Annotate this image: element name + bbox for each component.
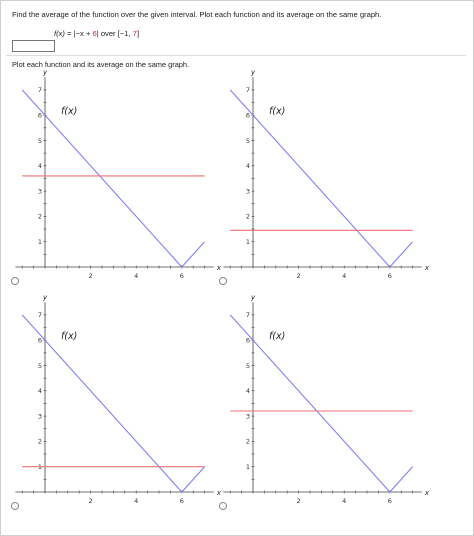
abs-close: | — [96, 29, 99, 38]
plot-instruction: Plot each function and its average on the same graph. — [12, 60, 190, 69]
function-constant: 6 — [92, 29, 97, 38]
y-tick-label: 7 — [245, 86, 250, 95]
function-curve — [22, 90, 204, 267]
x-axis-label: x — [424, 489, 429, 497]
x-tick-label: 6 — [387, 272, 392, 280]
y-tick-label: 3 — [245, 412, 250, 421]
y-tick-label: 1 — [37, 238, 42, 246]
function-expression: |−x + — [73, 29, 93, 38]
x-tick-label: 6 — [179, 497, 184, 505]
x-tick-label: 4 — [134, 497, 139, 505]
equals-sign: = — [64, 29, 74, 38]
y-tick-label: 1 — [37, 463, 42, 471]
graph-choice-top-left — [10, 68, 221, 285]
y-tick-label: 5 — [37, 136, 42, 145]
function-definition — [54, 29, 139, 38]
y-tick-label: 2 — [37, 437, 42, 446]
x-tick-label: 6 — [387, 497, 392, 505]
x-tick-label: 4 — [342, 272, 347, 280]
y-tick-label: 5 — [245, 136, 250, 145]
y-tick-label: 3 — [245, 187, 250, 196]
y-tick-label: 4 — [245, 162, 250, 171]
y-tick-label: 4 — [37, 162, 42, 171]
radio-choice-top-right[interactable] — [219, 277, 227, 285]
y-tick-label: 5 — [37, 361, 42, 370]
curve-label: f(x) — [268, 105, 286, 117]
graph-choice-bottom-right — [218, 293, 429, 510]
y-axis-label: y — [43, 68, 48, 77]
interval-close: ] — [136, 29, 140, 38]
x-axis-label: x — [216, 264, 221, 272]
x-tick-label: 2 — [88, 272, 93, 280]
y-axis-label: y — [43, 293, 48, 302]
y-tick-label: 2 — [37, 212, 42, 221]
y-tick-label: 2 — [245, 212, 250, 221]
x-axis-label: x — [216, 489, 221, 497]
y-axis-label: y — [251, 293, 256, 302]
curve-label: f(x) — [60, 105, 78, 117]
radio-choice-bottom-right[interactable] — [219, 502, 227, 510]
y-tick-label: 5 — [245, 361, 250, 370]
y-tick-label: 3 — [37, 187, 42, 196]
function-curve — [22, 315, 204, 492]
x-tick-label: 2 — [88, 497, 93, 505]
x-axis-label: x — [424, 264, 429, 272]
y-tick-label: 4 — [37, 387, 42, 396]
function-curve — [230, 90, 412, 267]
curve-label: f(x) — [60, 330, 78, 342]
radio-choice-bottom-left[interactable] — [11, 502, 19, 510]
y-tick-label: 6 — [245, 336, 250, 345]
y-tick-label: 7 — [245, 311, 250, 320]
x-tick-label: 2 — [296, 497, 301, 505]
y-tick-label: 6 — [37, 336, 42, 345]
radio-choice-top-left[interactable] — [11, 277, 19, 285]
y-tick-label: 6 — [245, 111, 250, 120]
interval-end: 7 — [132, 29, 137, 38]
graph-choice-bottom-left — [10, 293, 221, 510]
function-name: f(x) — [54, 29, 65, 38]
graph-choice-top-right — [218, 68, 429, 285]
x-tick-label: 4 — [342, 497, 347, 505]
over-text: over — [98, 29, 118, 38]
function-curve — [230, 315, 412, 492]
y-tick-label: 6 — [37, 111, 42, 120]
y-tick-label: 1 — [245, 463, 250, 471]
y-tick-label: 3 — [37, 412, 42, 421]
curve-label: f(x) — [268, 330, 286, 342]
y-axis-label: y — [251, 68, 256, 77]
average-answer-input[interactable] — [12, 40, 55, 52]
y-tick-label: 2 — [245, 437, 250, 446]
y-tick-label: 1 — [245, 238, 250, 246]
y-tick-label: 7 — [37, 311, 42, 320]
y-tick-label: 4 — [245, 387, 250, 396]
section-divider — [6, 55, 466, 56]
x-tick-label: 4 — [134, 272, 139, 280]
interval-open: [−1, — [117, 29, 133, 38]
y-tick-label: 7 — [37, 86, 42, 95]
x-tick-label: 6 — [179, 272, 184, 280]
question-prompt: Find the average of the function over the given interval. Plot each function and its average on the same graph. — [12, 10, 382, 19]
x-tick-label: 2 — [296, 272, 301, 280]
